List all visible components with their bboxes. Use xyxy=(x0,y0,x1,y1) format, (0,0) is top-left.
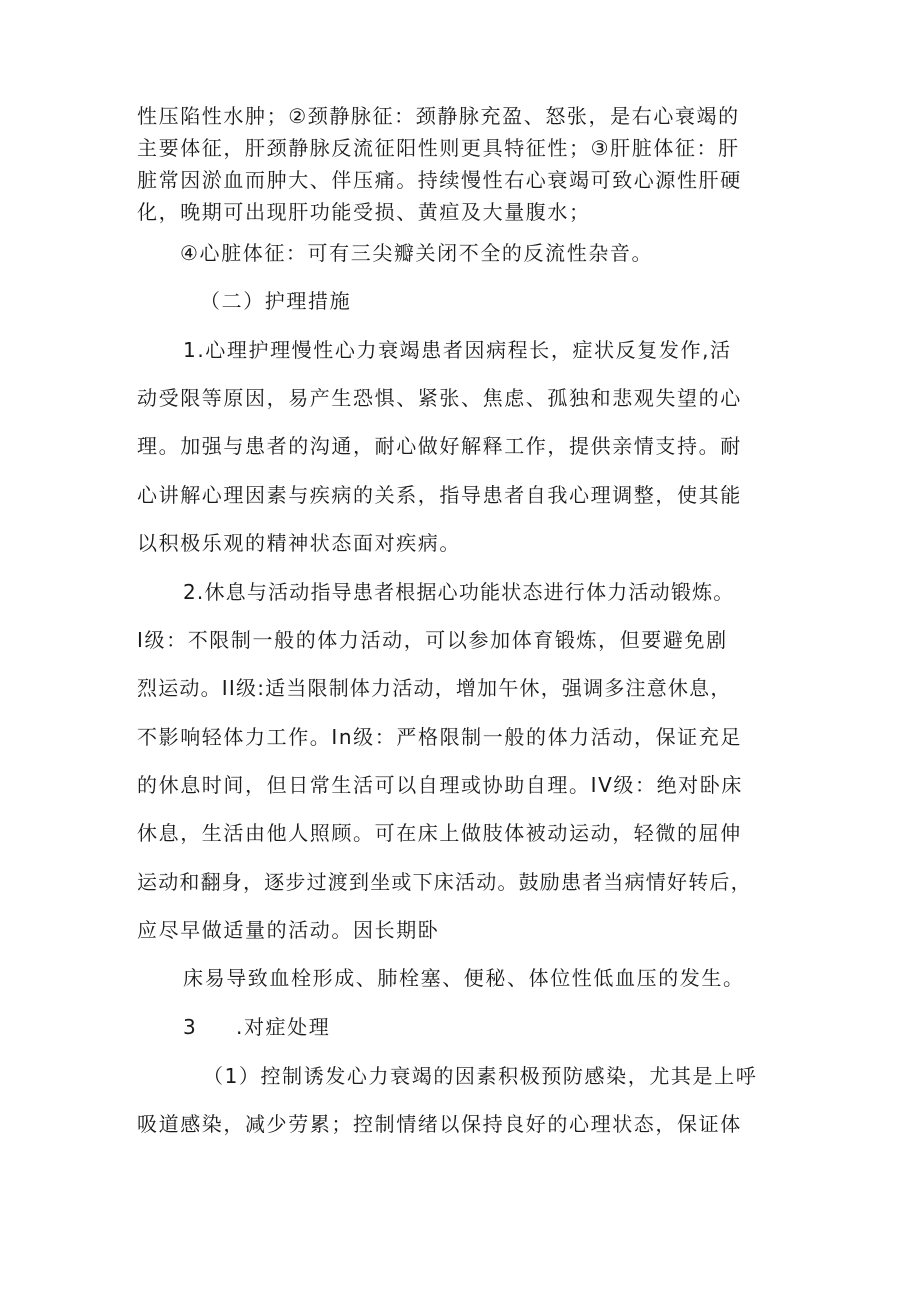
text-line: 休息，生活由他人照顾。可在床上做肢体被动运动，轻微的屈伸 xyxy=(137,821,742,845)
text-line: 化，晚期可出现肝功能受损、黄疸及大量腹水； xyxy=(137,200,591,224)
text-line: 主要体征，肝颈静脉反流征阳性则更具特征性；③肝脏体征：肝 xyxy=(137,136,740,160)
text-line: ④心脏体征：可有三尖瓣关闭不全的反流性杂音。 xyxy=(180,241,654,265)
text-line: 以积极乐观的精神状态面对疾病。 xyxy=(137,531,461,555)
text-line: 应尽早做适量的活动。因长期卧 xyxy=(137,918,440,942)
text-line: 心讲解心理因素与疾病的关系，指导患者自我心理调整，使其能 xyxy=(137,483,742,507)
text-line: 烈运动。II级:适当限制体力活动，增加午休，强调多注意休息， xyxy=(137,676,732,700)
text-line: 2.休息与活动指导患者根据心功能状态进行体力活动锻炼。 xyxy=(183,580,735,604)
text-line: 运动和翻身，逐步过渡到坐或下床活动。鼓励患者当病情好转后， xyxy=(137,870,752,894)
text-line: 吸道感染，减少劳累；控制情绪以保持良好的心理状态，保证体 xyxy=(137,1112,742,1136)
list-number: 3 xyxy=(183,1015,198,1039)
text-line: 理。加强与患者的沟通，耐心做好解释工作，提供亲情支持。耐 xyxy=(137,434,742,458)
text-line: 床易导致血栓形成、肺栓塞、便秘、体位性低血压的发生。 xyxy=(183,966,745,990)
text-line: 脏常因淤血而肿大、伴压痛。持续慢性右心衰竭可致心源性肝硬 xyxy=(137,168,742,192)
text-line: 动受限等原因，易产生恐惧、紧张、焦虑、孤独和悲观失望的心 xyxy=(137,386,742,410)
text-line: （1）控制诱发心力衰竭的因素积极预防感染，尤其是上呼 xyxy=(203,1064,758,1088)
section-heading: .对症处理 xyxy=(236,1015,331,1039)
text-line: 1.心理护理慢性心力衰竭患者因病程长，症状反复发作,活 xyxy=(183,338,732,362)
text-line: 不影响轻体力工作。In级：严格限制一般的体力活动，保证充足 xyxy=(137,725,742,749)
text-line: 性压陷性水肿；②颈静脉征：颈静脉充盈、怒张，是右心衰竭的 xyxy=(137,104,740,128)
text-line: I级：不限制一般的体力活动，可以参加体育锻炼，但要避免剧 xyxy=(137,628,728,652)
section-heading: （二）护理措施 xyxy=(200,289,352,313)
text-line: 的休息时间，但日常生活可以自理或协助自理。IV级：绝对卧床 xyxy=(137,773,743,797)
